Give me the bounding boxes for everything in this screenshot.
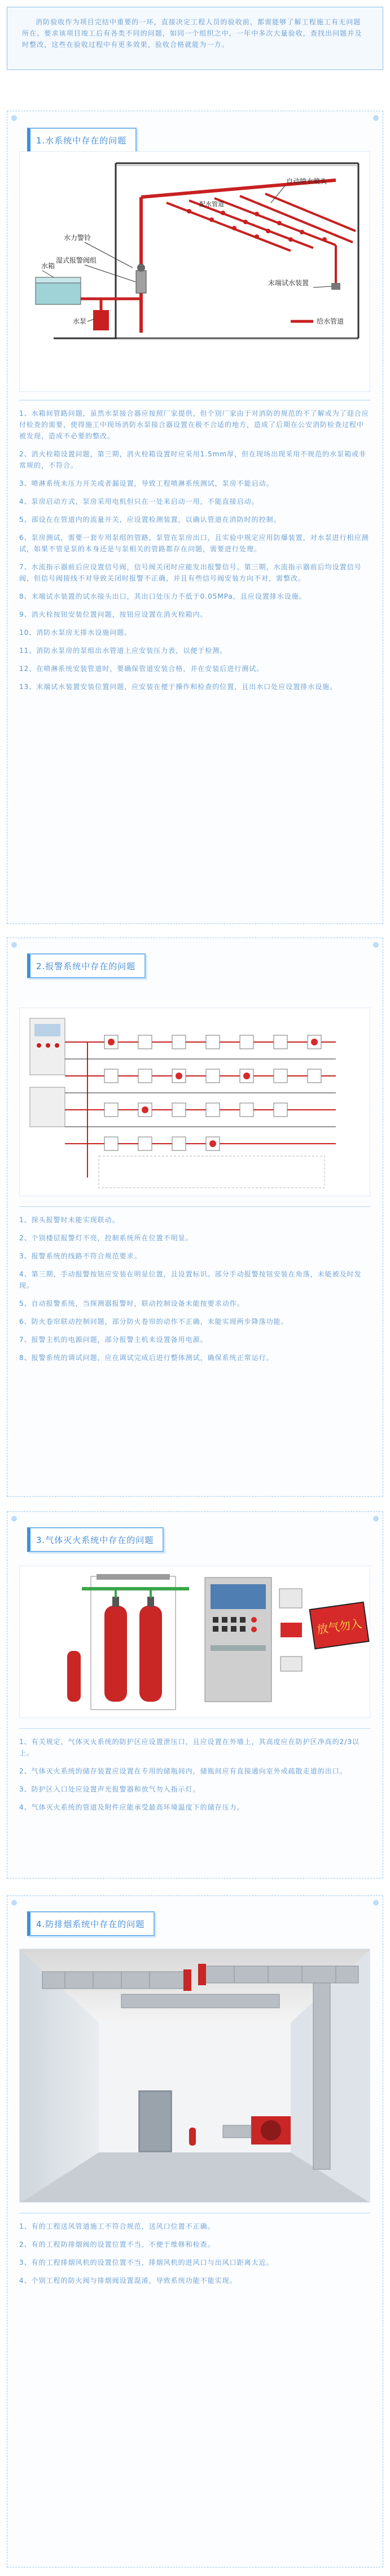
decor-dot <box>11 1516 17 1522</box>
section-gas-text <box>19 1736 370 1820</box>
para: 5、自动报警系统，当探测器报警时，联动控制设备未能按要求动作。 <box>19 1300 244 1307</box>
decor-dot <box>11 1900 17 1906</box>
alarm-system-diagram <box>20 1008 370 1196</box>
figure-water-system <box>19 151 370 392</box>
para: 9、消火栓按钮安装位置问题，按钮应设置在消火栓箱内。 <box>19 611 208 618</box>
intro-box <box>7 7 383 70</box>
para: 2、个别楼层报警灯不亮，控制系统所在位置不明显。 <box>19 1234 193 1242</box>
label-flow-switch: 水力警铃 <box>64 234 91 242</box>
para: 3、喷淋系统未压力开关或者漏设置，导致工程喷淋系统测试，泵房不能启动。 <box>19 480 274 487</box>
label-sprinkler: 自动喷水喷头 <box>286 177 327 185</box>
para: 6、泵房测试，需要一套专用泵组的管路，泵管在泵房出口，且实验中规定应用防爆装置，对水泵进行相应测试，如果不管是泵的本身还是与泵相关的管路都存在问题，需要进行处理。 <box>19 534 369 553</box>
para: 1、有关规定，气体灭火系统的防护区应设置泄压口，且应设置在外墙上，其高度应在防护区净高的2/3以上。 <box>19 1738 360 1757</box>
para: 10、消防水泵房无排水设施问题。 <box>19 629 132 637</box>
gas-system-diagram <box>20 1566 370 1718</box>
section-title-smoke: 4.防排烟系统中存在的问题 <box>27 1911 155 1936</box>
para: 4、泵房启动方式，泵房采用电机但只在一处来启动一用，不能直接启动。 <box>19 498 259 505</box>
decor-dot <box>373 115 379 121</box>
para: 7、报警主机的电源问题，部分报警主机未设置备用电源。 <box>19 1336 208 1344</box>
para: 2、有的工程防排烟阀的设置位置不当，不便于维修和检查。 <box>19 2241 215 2248</box>
intro-text: 消防验收作为项目完结中重要的一环，直接决定工程人员的验收前，都需能够了解工程施工有无问题所在。要求该项目竣工后有各类不同的问题，如同一个组织之中，一年中多次大量验收，查找出问题并及时整改，这些在验收过程中有更多效果，验收合格就能为一方。 <box>22 18 362 49</box>
divider <box>19 1206 370 1207</box>
decor-dot <box>11 942 17 948</box>
para: 4、个别工程的防火阀与排烟阀设置混淆，导致系统功能不能实现。 <box>19 2277 237 2285</box>
decor-dot <box>11 115 17 121</box>
para: 1、水箱间管路问题，虽然水泵接合器应按照厂家提供，但个别厂家由于对消防的规范的不了解或为了迎合应付检查的需要，使得施工中现场消防水泵接合器设置在极不合适的地方，造成了后期在公安消防检查过程中被发现，造成不必要的整改。 <box>19 409 369 440</box>
label-alarm-valve: 湿式报警阀组 <box>56 256 97 264</box>
para: 2、气体灭火系统的储存装置应设置在专用的储瓶间内，储瓶间应有直接通向室外或疏散走道的出口。 <box>19 1767 347 1775</box>
decor-dot <box>373 1900 379 1906</box>
water-system-diagram <box>20 152 370 392</box>
figure-smoke-system <box>19 1949 370 2203</box>
para: 6、防火卷帘联动控制问题，部分防火卷帘的动作不正确，未能实现两步降落功能。 <box>19 1318 288 1326</box>
section-smoke-text <box>19 2221 370 2293</box>
para: 8、报警系统的调试问题，应在调试完成后进行整体测试，确保系统正常运行。 <box>19 1354 274 1362</box>
para: 4、气体灭火系统的管道及附件应能承受最高环境温度下的储存压力。 <box>19 1803 244 1811</box>
para: 1、探头报警时未能实现联动。 <box>19 1216 120 1224</box>
label-main-pipe: 配水管道 <box>199 201 224 208</box>
figure-gas-system <box>19 1566 370 1718</box>
gas-warning-sign-text: 放气勿入 <box>315 1616 363 1637</box>
decor-dot <box>373 1516 379 1522</box>
para: 2、消火栓箱设置问题，第三期，消火栓箱设置时应采用1.5mm厚，但在现场出现采用不规范的水泵箱或非常规的，不符合。 <box>19 450 367 469</box>
figure-alarm-system <box>19 1008 370 1196</box>
legend-pipe: 给水管道 <box>317 317 344 325</box>
section-title-gas: 3.气体灭火系统中存在的问题 <box>27 1527 164 1552</box>
para: 5、部设在在管道内的流量开关，应设置检测装置，以确认管道在消防时的控制。 <box>19 516 281 524</box>
divider <box>19 1728 370 1729</box>
label-test-valve: 末端试水装置 <box>268 279 309 287</box>
para: 12、在喷淋系统安装管道时，要确保管道安装合格，并在安装后进行测试。 <box>19 665 264 673</box>
section-water-text <box>19 408 370 699</box>
para: 7、水流指示器前后应设置信号阀，信号阀关闭时应能发出报警信号。第三期，水流指示器前后均设置信号阀，但信号阀接线不对导致关闭时报警不正确，并且有些信号阀安装方向不对，需整改。 <box>19 563 362 582</box>
smoke-system-diagram <box>20 1949 370 2203</box>
section-title-alarm: 2.报警系统中存在的问题 <box>27 953 146 978</box>
para: 3、报警系统的线路不符合规范要求。 <box>19 1252 142 1260</box>
section-alarm-text <box>19 1214 370 1370</box>
para: 11、消防水泵房的泵组出水管道上应安装压力表，以便于检测。 <box>19 647 227 655</box>
section-title-water: 1.水系统中存在的问题 <box>27 128 137 152</box>
para: 1、有的工程送风管道施工不符合规范，送风口位置不正确。 <box>19 2222 215 2230</box>
para: 8、末端试水装置的试水接头出口，其出口处压力不低于0.05MPa，且应设置排水设施。 <box>19 592 306 600</box>
label-pump: 水泵 <box>73 317 87 325</box>
decor-dot <box>373 942 379 948</box>
para: 3、有的工程排烟风机的设置位置不当，排烟风机的进风口与出风口距离太近。 <box>19 2259 274 2266</box>
para: 4、第三期，手动报警按钮应安装在明显位置，且设置标识。部分手动报警按钮安装在角落，未能被及时发现。 <box>19 1270 362 1289</box>
label-tank: 水箱 <box>41 262 55 270</box>
para: 13、末端试水装置安装位置问题，应安装在便于操作和检查的位置，且出水口处应设置排水设施。 <box>19 683 338 691</box>
para: 3、防护区入口处应设置声光报警器和放气勿入指示灯。 <box>19 1785 200 1793</box>
